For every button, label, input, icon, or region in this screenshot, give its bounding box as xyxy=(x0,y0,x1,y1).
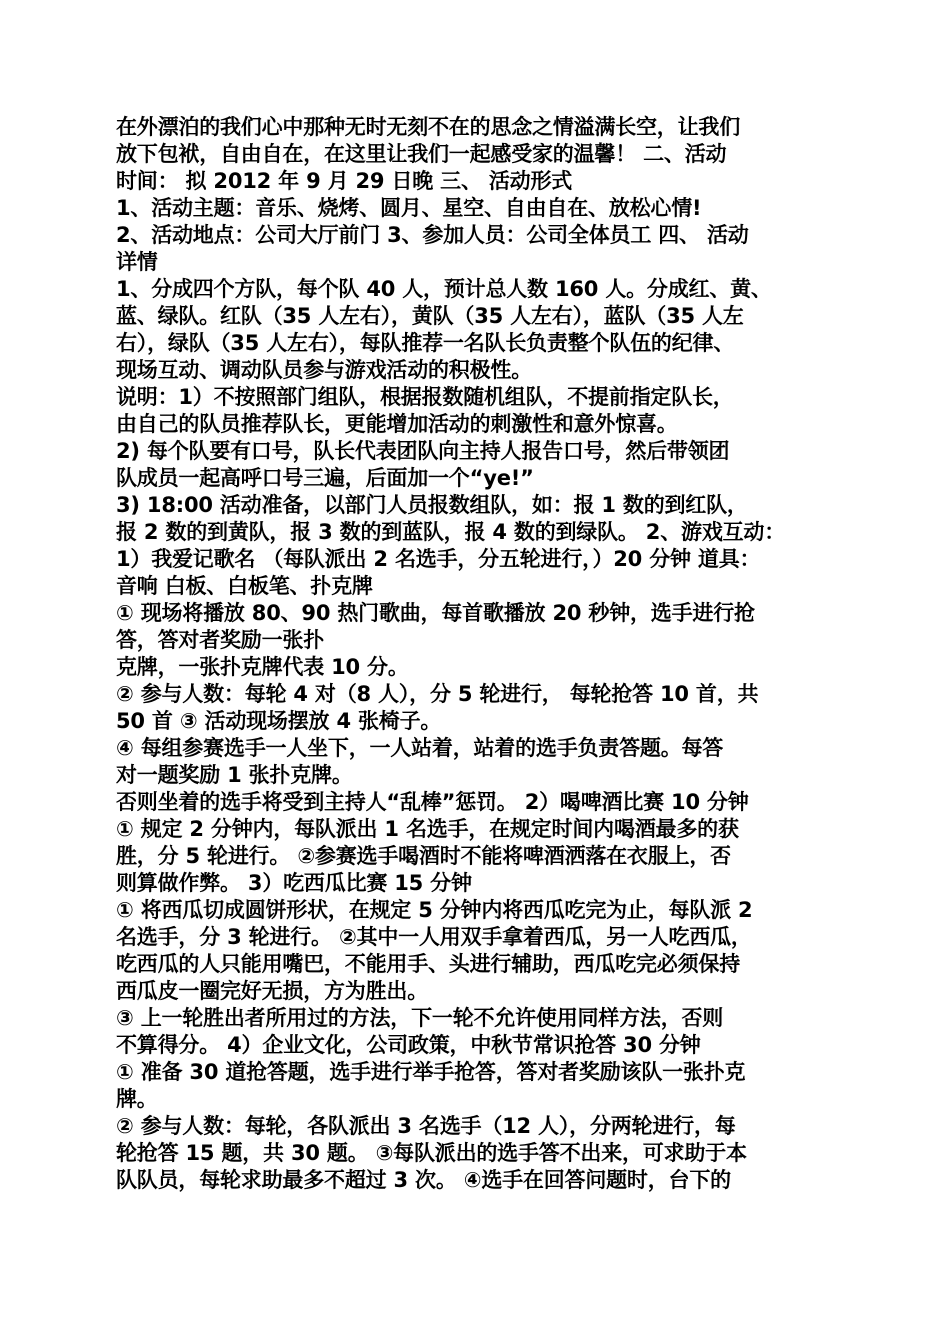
text-line: 队成员一起高呼口号三遍，后面加一个“ye!” xyxy=(116,466,534,490)
text-line: ① 准备 30 道抢答题，选手进行举手抢答，答对者奖励该队一张扑克 xyxy=(116,1060,746,1084)
text-line: 对一题奖励 1 张扑克牌。 xyxy=(116,763,353,787)
text-line: ③ 上一轮胜出者所用过的方法，下一轮不允许使用同样方法，否则 xyxy=(116,1006,724,1030)
text-line: ④ 每组参赛选手一人坐下，一人站着，站着的选手负责答题。每答 xyxy=(116,736,724,760)
text-line: 放下包袱，自由自在，在这里让我们一起感受家的温馨！ 二、活动 xyxy=(116,142,727,166)
text-line: 1、分成四个方队，每个队 40 人，预计总人数 160 人。分成红、黄、 xyxy=(116,277,772,301)
text-line: 吃西瓜的人只能用嘴巴，不能用手、头进行辅助，西瓜吃完必须保持 xyxy=(116,952,740,976)
text-line: 1、活动主题：音乐、烧烤、圆月、星空、自由自在、放松心情! xyxy=(116,196,702,220)
text-line: 2) 每个队要有口号，队长代表团队向主持人报告口号，然后带领团 xyxy=(116,439,730,463)
text-line: 轮抢答 15 题，共 30 题。 ③每队派出的选手答不出来，可求助于本 xyxy=(116,1141,747,1165)
text-line: 队队员，每轮求助最多不超过 3 次。 ④选手在回答问题时，台下的 xyxy=(116,1168,731,1192)
document-body xyxy=(116,114,840,1194)
text-line: 详情 xyxy=(116,250,158,274)
text-line: ① 规定 2 分钟内，每队派出 1 名选手，在规定时间内喝酒最多的获 xyxy=(116,817,739,841)
text-line: 答，答对者奖励一张扑 xyxy=(116,628,324,652)
text-line: 现场互动、调动队员参与游戏活动的积极性。 xyxy=(116,358,532,382)
text-line: ② 参与人数：每轮，各队派出 3 名选手（12 人），分两轮进行，每 xyxy=(116,1114,736,1138)
text-line: 西瓜皮一圈完好无损，方为胜出。 xyxy=(116,979,428,1003)
text-line: 牌。 xyxy=(116,1087,158,1111)
text-line: 说明：1）不按照部门组队，根据报数随机组队，不提前指定队长， xyxy=(116,385,734,409)
text-line: ② 参与人数：每轮 4 对（8 人），分 5 轮进行， 每轮抢答 10 首，共 xyxy=(116,682,759,706)
text-line: 音响 白板、白板笔、扑克牌 xyxy=(116,574,373,598)
text-line: 则算做作弊。 3）吃西瓜比赛 15 分钟 xyxy=(116,871,472,895)
text-line: 否则坐着的选手将受到主持人“乱棒”惩罚。 2）喝啤酒比赛 10 分钟 xyxy=(116,790,749,814)
text-line: 2、活动地点：公司大厅前门 3、参加人员：公司全体员工 四、 活动 xyxy=(116,223,749,247)
text-line: 在外漂泊的我们心中那种无时无刻不在的思念之情溢满长空，让我们 xyxy=(116,115,740,139)
text-line: 报 2 数的到黄队，报 3 数的到蓝队，报 4 数的到绿队。 2、游戏互动： xyxy=(116,520,786,544)
text-line: 不算得分。 4）企业文化，公司政策，中秋节常识抢答 30 分钟 xyxy=(116,1033,701,1057)
text-line: ① 将西瓜切成圆饼形状，在规定 5 分钟内将西瓜吃完为止，每队派 2 xyxy=(116,898,753,922)
text-line: 1）我爱记歌名 （每队派出 2 名选手，分五轮进行，）20 分钟 道具： xyxy=(116,547,761,571)
text-line: 由自己的队员推荐队长，更能增加活动的刺激性和意外惊喜。 xyxy=(116,412,678,436)
text-line: 3) 18:00 活动准备，以部门人员报数组队，如：报 1 数的到红队， xyxy=(116,493,748,517)
text-line: 50 首 ③ 活动现场摆放 4 张椅子。 xyxy=(116,709,442,733)
text-line: 右），绿队（35 人左右），每队推荐一名队长负责整个队伍的纪律、 xyxy=(116,331,735,355)
text-line: 蓝、绿队。红队（35 人左右），黄队（35 人左右），蓝队（35 人左 xyxy=(116,304,744,328)
text-line: 克牌，一张扑克牌代表 10 分。 xyxy=(116,655,409,679)
text-line: ① 现场将播放 80、90 热门歌曲，每首歌播放 20 秒钟，选手进行抢 xyxy=(116,601,755,625)
text-line: 名选手，分 3 轮进行。 ②其中一人用双手拿着西瓜，另一人吃西瓜， xyxy=(116,925,752,949)
text-line: 时间： 拟 2012 年 9 月 29 日晚 三、 活动形式 xyxy=(116,169,573,193)
text-line: 胜，分 5 轮进行。 ②参赛选手喝酒时不能将啤酒洒落在衣服上，否 xyxy=(116,844,731,868)
